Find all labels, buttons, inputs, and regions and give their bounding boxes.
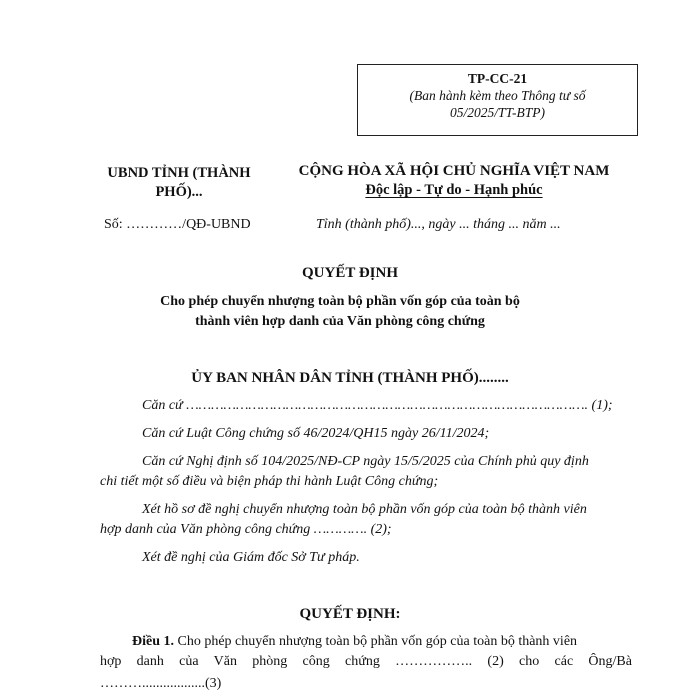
nation-name: CỘNG HÒA XÃ HỘI CHỦ NGHĨA VIỆT NAM [298, 163, 610, 179]
article-1-line3: ………..................(3) [100, 676, 222, 691]
document-number: Số: …………/QĐ-UBND [104, 217, 251, 232]
form-note-line2: 05/2025/TT-BTP) [449, 105, 545, 120]
subject-line1: Cho phép chuyển nhượng toàn bộ phần vốn góp của toàn bộ [160, 294, 520, 309]
form-code-box [357, 64, 638, 136]
authority-heading: ỦY BAN NHÂN DÂN TỈNH (THÀNH PHỐ)........ [191, 370, 509, 386]
issuing-authority-line2: PHỐ)... [155, 184, 203, 200]
ground-3-line2: chi tiết một số điều và biện pháp thi hành Luật Công chứng; [100, 474, 439, 489]
form-code: TP-CC-21 [467, 71, 528, 86]
ground-3-line1: Căn cứ Nghị định số 104/2025/NĐ-CP ngày 15/5/2025 của Chính phủ quy định [142, 454, 589, 469]
ground-5: Xét đề nghị của Giám đốc Sở Tư pháp. [142, 550, 360, 565]
issuing-authority [86, 164, 272, 202]
ground-4-line1: Xét hồ sơ đề nghị chuyển nhượng toàn bộ phần vốn góp của toàn bộ thành viên [142, 502, 587, 517]
article-1-line1 [132, 634, 577, 650]
ground-2: Căn cứ Luật Công chứng số 46/2024/QH15 ngày 26/11/2024; [142, 426, 490, 441]
form-note-line1: (Ban hành kèm theo Thông tư số [409, 88, 586, 103]
ground-4-line2: hợp danh của Văn phòng công chứng …………. (2); [100, 522, 392, 537]
decision-heading: QUYẾT ĐỊNH: [299, 606, 401, 622]
article-1-label: Điều 1. [132, 634, 174, 649]
national-motto-text: Độc lập - Tự do - Hạnh phúc [365, 182, 543, 198]
ground-1: Căn cứ ……………………………………………………………………………………. (1); [142, 398, 613, 413]
document-subject [160, 292, 520, 332]
document-title: QUYẾT ĐỊNH [302, 265, 398, 281]
national-motto [288, 182, 620, 199]
place-date: Tỉnh (thành phố)..., ngày ... tháng ... năm ... [316, 217, 561, 232]
article-1-line2: hợp danh của Văn phòng công chứng …………….. (2) cho các Ông/Bà [100, 654, 632, 669]
article-1-text: Cho phép chuyển nhượng toàn bộ phần vốn góp của toàn bộ thành viên [177, 634, 578, 649]
issuing-authority-line1: UBND TỈNH (THÀNH [107, 165, 251, 181]
subject-line2: thành viên hợp danh của Văn phòng công chứng [195, 314, 485, 329]
